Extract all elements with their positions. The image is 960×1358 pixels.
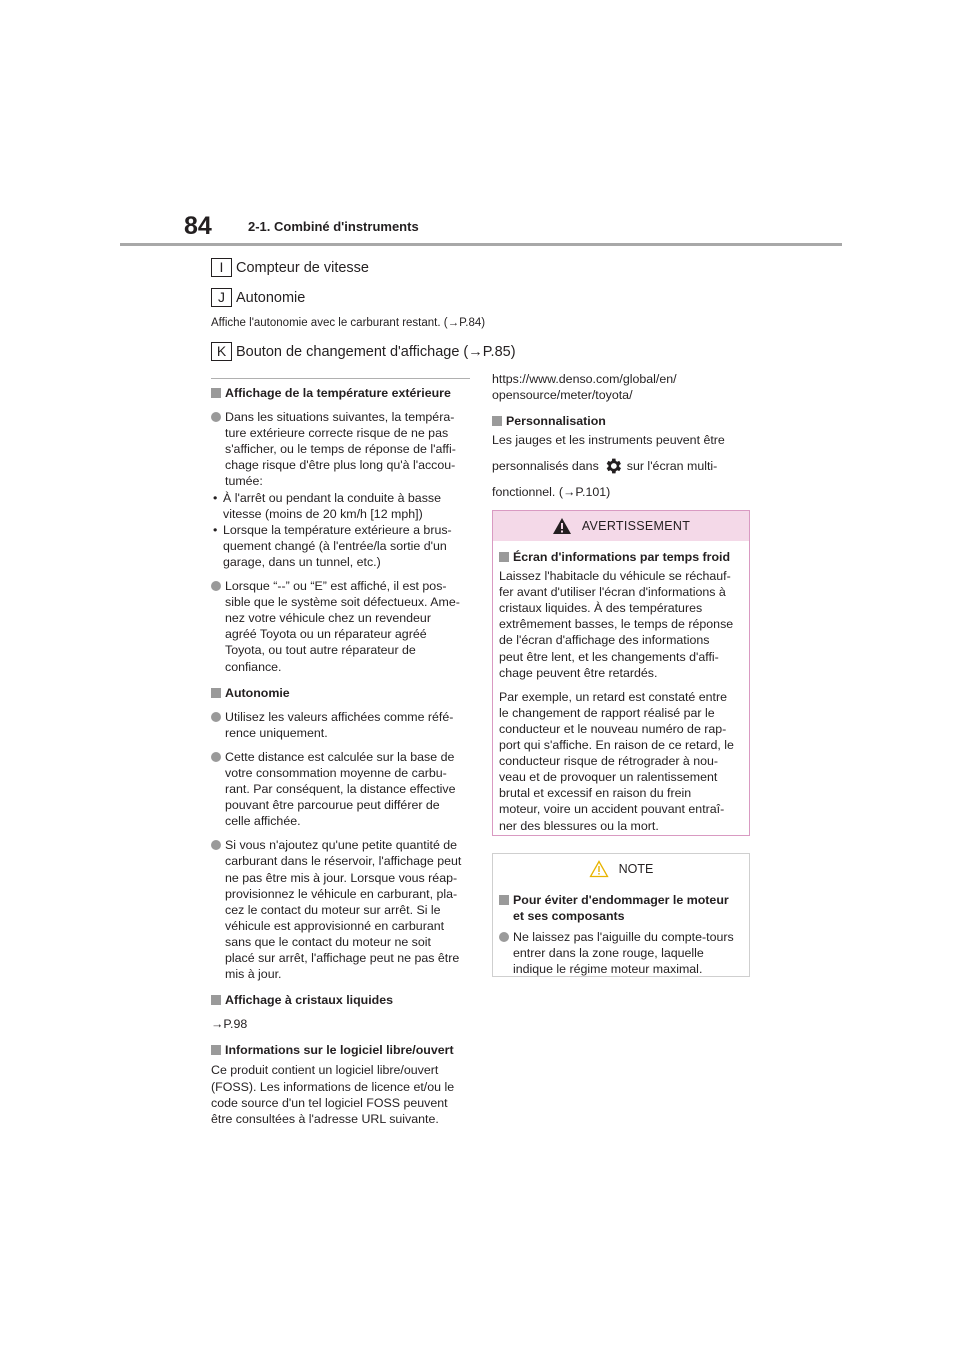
note-title: Pour éviter d'endommager le moteur et ses composants [499,892,743,924]
heading-personnalisation: Personnalisation [492,413,754,429]
sub-bullet-temperature-2: • Lorsque la température extérieure a brus- quement changé (à l'entrée/la sortie d'un garage, dans un tunnel, etc.) [213,522,452,569]
sub-bullet-temperature-1: • À l'arrêt ou pendant la conduite à basse vitesse (moins de 20 km/h [12 mph]) [213,490,441,521]
round-bullet-icon [211,412,221,422]
square-bullet-icon [211,995,221,1005]
round-bullet-icon [211,752,221,762]
label-letter-j: J [211,288,232,307]
warning-paragraph-1: Laissez l'habitacle du véhicule se réchauf- fer avant d'utiliser l'écran d'informations à cristaux liquides. À des températures extrêmement basses, le temps de réponse de l'écran d'affichage des informations peut être lent, et les changements d'affi- chage peuvent être retardés. [499,569,734,680]
warning-title: Écran d'informations par temps froid [499,549,743,565]
note-bullet-1: Ne laissez pas l'aiguille du compte-tours entrer dans la zone rouge, laquelle indique le régime moteur maximal. [499,929,743,977]
square-bullet-icon [499,895,509,905]
right-column [492,371,754,500]
warning-paragraph-2: Par exemple, un retard est constaté entre le changement de rapport réalisé par le conducteur et le nouveau numéro de rap- port qui s'affiche. En raison de ce retard, le conducteur risque de rétrograder à nou- veau et de provoquer un ralentissement brutal et excessif en raison du frein moteur, voire un accident pouvant entraî- ner des blessures ou la mort. [499,689,734,833]
label-letter-k: K [211,342,232,361]
warning-header [493,511,749,541]
square-bullet-icon [211,388,221,398]
square-bullet-icon [211,688,221,698]
foss-paragraph: Ce produit contient un logiciel libre/ouvert (FOSS). Les informations de licence et/ou le code source d'un tel logiciel FOSS peuvent être consultées à l'adresse URL suivante. [211,1063,455,1126]
label-i [211,258,369,277]
note-label: NOTE [618,861,654,876]
warning-triangle-icon [552,517,572,535]
label-text-i: Compteur de vitesse [236,259,369,276]
bullet-temperature-1: Dans les situations suivantes, la tempéra- ture extérieure correcte risque de ne pas s'afficher, ou le temps de réponse de l'affi- chage risque d'être plus long qu'à l'accou- tumée: [211,409,473,489]
left-column [211,385,473,1127]
autonomy-description: Affiche l'autonomie avec le carburant restant. (→P.84) [211,317,486,329]
bullet-autonomy-3: Si vous n'ajoutez qu'une petite quantité de carburant dans le réservoir, l'affichage peut ne pas être mis à jour. Lorsque vous réap- provisionnez le véhicule en carburant, pla- cez le contact du moteur sur arrêt. Si le véhicule est approvisionné en carburant sans que le contact du moteur ne soit placé sur arrêt, l'affichage peut ne pas être mis à jour. [211,837,473,982]
bullet-autonomy-2: Cette distance est calculée sur la base de votre consommation moyenne de carbu- rant. Par conséquent, la distance effective pouvant être parcourue peut différer de celle affichée. [211,749,473,829]
square-bullet-icon [211,1045,221,1055]
note-box [492,853,750,977]
heading-foss: Informations sur le logiciel libre/ouvert [211,1042,473,1058]
round-bullet-icon [211,581,221,591]
round-bullet-icon [499,932,509,942]
section-title: 2-1. Combiné d'instruments [248,219,419,234]
label-letter-i: I [211,258,232,277]
gear-icon [603,456,623,476]
perso-line-3: fonctionnel. (→P.101) [492,485,611,500]
round-bullet-icon [211,840,221,850]
label-j [211,288,305,307]
note-triangle-icon [589,860,609,878]
page-number: 84 [184,212,212,240]
column-rule [211,378,470,379]
label-text-j: Autonomie [236,289,306,306]
heading-temperature: Affichage de la température extérieure [211,385,473,401]
lcd-page-reference: →P.98 [211,1017,248,1032]
header-rule [120,243,842,246]
label-text-k: Bouton de changement d'affichage (→P.85) [236,343,516,360]
heading-lcd: Affichage à cristaux liquides [211,992,473,1008]
heading-autonomy: Autonomie [211,685,473,701]
bullet-autonomy-1: Utilisez les valeurs affichées comme réfé- rence uniquement. [211,709,473,741]
square-bullet-icon [492,416,502,426]
warning-box [492,510,750,836]
label-k [211,342,516,361]
square-bullet-icon [499,552,509,562]
perso-line-2: personnalisés dans sur l'écran multi- [492,456,754,476]
foss-url: https://www.denso.com/global/en/ opensource/meter/toyota/ [492,372,677,403]
warning-label: AVERTISSEMENT [581,518,691,533]
note-header [493,854,749,884]
perso-line-1: Les jauges et les instruments peuvent être [492,433,725,448]
bullet-temperature-2: Lorsque “--” ou “E” est affiché, il est pos- sible que le système soit défectueux. Ame- nez votre véhicule chez un revendeur agréé Toyota ou un réparateur agréé Toyota, ou tout autre réparateur de confiance. [211,578,473,675]
round-bullet-icon [211,712,221,722]
